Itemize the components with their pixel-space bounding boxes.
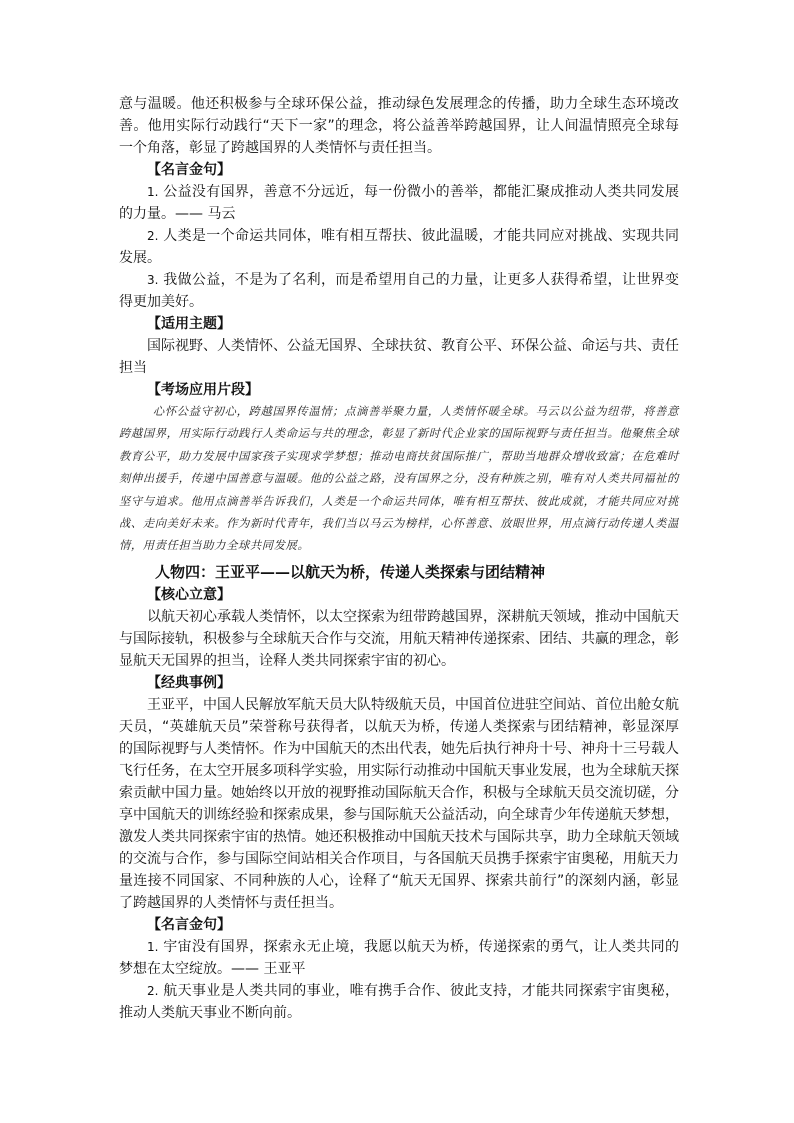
document-page	[119, 93, 679, 1024]
quote-text: 人类是一个命运共同体，唯有相互帮扶、彼此温暖，才能共同应对挑战、实现共同发展。	[119, 228, 680, 266]
quote-number: 2.	[147, 229, 159, 243]
quote-item	[119, 181, 679, 225]
example-label: 【经典事例】	[147, 674, 231, 691]
quotes-label: 【名言金句】	[147, 916, 231, 933]
quote-number: 2.	[147, 983, 159, 998]
quote-number: 1.	[147, 939, 159, 954]
quote-text: 宇宙没有国界，探索永无止境，我愿以航天为桥，传递探索的勇气，让人类共同的梦想在太空绽放。—— 王亚平	[119, 938, 680, 977]
quote-text: 我做公益，不是为了名利，而是希望用自己的力量，让更多人获得希望，让世界变得更加美好。	[119, 272, 680, 310]
themes-label: 【适用主题】	[147, 316, 231, 332]
quote-item	[119, 980, 679, 1024]
exam-excerpt: 心怀公益守初心，跨越国界传温情；点滴善举聚力量，人类情怀暖全球。马云以公益为纽带，将善意跨越国界，用实际行动践行人类命运与共的理念，彰显了新时代企业家的国际视野与责任担当。他聚焦全球教育公平，助力发展中国家孩子实现求学梦想；推动电商扶贫国际推广，帮助当地群众增收致富；在危难时刻伸出援手，传递中国善意与温暖。他的公益之路，没有国界之分，没有种族之别，唯有对人类共同福祉的坚守与追求。他用点滴善举告诉我们，人类是一个命运共同体，唯有相互帮扶、彼此成就，才能共同应对挑战、走向美好未来。作为新时代青年，我们当以马云为榜样，心怀善意、放眼世界，用点滴行动传递人类温情，用责任担当助力全球共同发展。	[119, 405, 679, 553]
core-idea-label: 【核心立意】	[147, 586, 231, 603]
example-text: 王亚平，中国人民解放军航天员大队特级航天员，中国首位进驻空间站、首位出舱女航天员，“英雄航天员”荣誉称号获得者，以航天为桥，传递人类探索与团结精神，彰显深厚的国际视野与人类情怀。作为中国航天的杰出代表，她先后执行神舟十号、神舟十三号载人飞行任务，在太空开展多项科学实验，用实际行动推动中国航天事业发展，也为全球航天探索贡献中国力量。她始终以开放的视野推动国际航天合作，积极与全球航天员交流切磋，分享中国航天的训练经验和探索成果，参与国际航天公益活动，向全球青少年传递航天梦想，激发人类共同探索宇宙的热情。她还积极推动中国航天技术与国际共享，助力全球航天领域的交流与合作，参与国际空间站相关合作项目，与各国航天员携手探索宇宙奥秘，用航天力量连接不同国家、不同种族的人心，诠释了“航天无国界、探索共前行”的深刻内涵，彰显了跨越国界的人类情怀与责任担当。	[119, 696, 679, 911]
quote-text: 公益没有国界，善意不分远近，每一份微小的善举，都能汇聚成推动人类共同发展的力量。—— 马云	[119, 184, 680, 222]
quotes-label: 【名言金句】	[147, 162, 231, 178]
excerpt-label: 【考场应用片段】	[147, 382, 259, 398]
quote-number: 3.	[147, 273, 159, 287]
quote-text: 航天事业是人类共同的事业，唯有携手合作、彼此支持，才能共同探索宇宙奥秘，推动人类航天事业不断向前。	[119, 982, 680, 1021]
section-heading: 人物四：王亚平——以航天为桥，传递人类探索与团结精神	[155, 562, 546, 581]
quote-number: 1.	[147, 185, 159, 199]
themes-text: 国际视野、人类情怀、公益无国界、全球扶贫、教育公平、环保公益、命运与共、责任担当	[119, 338, 679, 376]
quote-item	[119, 225, 679, 269]
example-paragraph-continued: 意与温暖。他还积极参与全球环保公益，推动绿色发展理念的传播，助力全球生态环境改善。他用实际行动践行“天下一家”的理念，将公益善举跨越国界，让人间温情照亮全球每一个角落，彰显了跨越国界的人类情怀与责任担当。	[119, 96, 679, 156]
quote-item	[119, 936, 679, 980]
core-idea-text: 以航天初心承载人类情怀，以太空探索为纽带跨越国界，深耕航天领域，推动中国航天与国际接轨，积极参与全球航天合作与交流，用航天精神传递探索、团结、共赢的理念，彰显航天无国界的担当，诠释人类共同探索宇宙的初心。	[119, 608, 679, 669]
quote-item	[119, 269, 679, 313]
